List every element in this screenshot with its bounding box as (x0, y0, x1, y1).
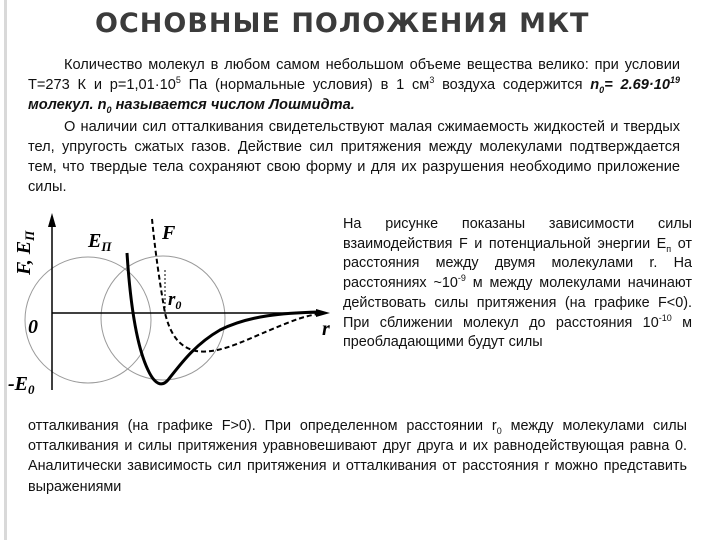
paragraph-repulsion-attraction (28, 117, 680, 197)
p1-text-a: Количество молекул в любом самом небольшом объеме вещества велико: при условии Т=273 К и р=1,01·10 (28, 57, 680, 93)
molecule-circle-right (101, 256, 225, 380)
p1-n0-symbol: $n_0= 2.69\cdot 10^{19}$ молекул. $n_0$ называется числом Лошмидта. (28, 75, 680, 115)
r-axis-label: r (322, 318, 330, 340)
f-curve-label: F (162, 222, 176, 244)
p1-text-c: Па (нормальные условия) в 1 см (180, 77, 430, 93)
force-curve (152, 219, 318, 352)
r0-label: $r_0$ (168, 289, 182, 312)
ep-curve-label: $E_П$ (88, 230, 112, 254)
y-axis-label: F, $E_П$ (13, 230, 37, 275)
x-axis-arrow-icon (316, 309, 330, 317)
slide-title: ОСНОВНЫЕ ПОЛОЖЕНИЯ МКТ (95, 8, 590, 39)
p2-text: О наличии сил отталкивания свидетельствуют малая сжимаемость жидкостей и твердых тел, упругость сжатых газов. Действие сил притяжения между молекулами подтверждается тем, что твердые тела сохраняют свою форму и для их разрушения необходимо приложение силы. (28, 119, 680, 195)
neg-e0-label: $-E_0$ (8, 373, 35, 397)
origin-zero-label: 0 (28, 316, 38, 338)
p1-sup-5: 5 (175, 75, 181, 86)
paragraph-molecule-count (28, 55, 680, 115)
paragraph-graph-description: На рисунке показаны зависимости силы взаимодействия F и потенциальной энергии $Е_п$ от расстояния между двумя молекулами r. На расстояниях $\sim 10^{-9}$ м между молекулами начинают действовать силы притяжения (на графике F<0). При сближении молекул до расстояния $10^{-10}$ м преобладающими будут силы (343, 216, 692, 351)
p1-text-e: воздуха содержится (434, 77, 591, 93)
potential-energy-curve (127, 253, 318, 384)
molecule-circle-left (25, 257, 151, 383)
paragraph-equilibrium: отталкивания (на графике F>0). При определенном расстоянии $r_0$ между молекулами силы отталкивания и силы притяжения уравновешивают друг друга и их равнодействующая равна 0. Аналитически зависимость сил притяжения и отталкивания от расстояния r можно представить выражениями (28, 418, 687, 495)
y-axis-arrow-icon (48, 213, 56, 227)
p1-sup-3: 3 (429, 75, 435, 86)
force-energy-graph (0, 205, 342, 415)
